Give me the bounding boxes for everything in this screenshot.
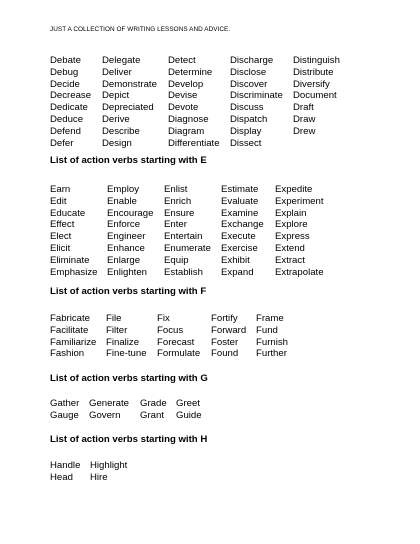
verb-item: Depict <box>102 90 130 102</box>
verb-item: Differentiate <box>168 137 220 149</box>
verb-item: Earn <box>50 184 71 195</box>
verb-item: Demonstrate <box>102 78 157 90</box>
verb-item: Develop <box>168 78 204 90</box>
verb-item: Explain <box>275 207 307 219</box>
verb-item: Design <box>102 137 132 149</box>
verb-item: Execute <box>221 231 256 243</box>
verb-item: Exercise <box>221 242 258 254</box>
verb-item: Discover <box>230 78 268 90</box>
verb-item: Distribute <box>293 66 334 78</box>
verb-item: Exchange <box>221 219 264 231</box>
verb-item: Draft <box>293 102 314 114</box>
verb-item: Display <box>230 125 262 137</box>
verb-item: Enlighten <box>107 266 148 278</box>
verb-item: Eliminate <box>50 254 90 266</box>
verb-item: Determine <box>168 66 213 78</box>
verb-column <box>50 460 80 484</box>
verb-item: Hire <box>90 471 108 483</box>
verb-item: Forward <box>211 324 247 336</box>
verb-item: Deduce <box>50 113 84 125</box>
verb-item: Explore <box>275 219 308 231</box>
verb-column <box>50 184 97 278</box>
verb-item: Discriminate <box>230 90 283 102</box>
verb-item: Expand <box>221 266 254 278</box>
verb-item: File <box>106 313 122 324</box>
verb-item: Enhance <box>107 242 145 254</box>
verb-item: Handle <box>50 460 81 471</box>
verb-item: Establish <box>164 266 203 278</box>
verb-item: Discuss <box>230 102 264 114</box>
verb-item: Head <box>50 471 73 483</box>
verb-item: Distinguish <box>293 55 340 66</box>
verb-item: Ensure <box>164 207 195 219</box>
verb-column <box>50 398 79 422</box>
verb-item: Enlist <box>164 184 188 195</box>
verb-item: Engineer <box>107 231 146 243</box>
page-header: JUST A COLLECTION OF WRITING LESSONS AND ADVICE. <box>50 26 231 33</box>
verb-item: Debate <box>50 55 81 66</box>
verb-item: Diversify <box>293 78 330 90</box>
verb-item: Grade <box>140 398 167 409</box>
verb-item: Diagnose <box>168 113 209 125</box>
verb-item: Devote <box>168 102 199 114</box>
verb-item: Generate <box>89 398 130 409</box>
verb-item: Gauge <box>50 409 79 421</box>
verb-item: Derive <box>102 113 130 125</box>
verb-item: Enter <box>164 219 187 231</box>
verb-item: Grant <box>140 409 164 421</box>
verb-item: Foster <box>211 336 239 348</box>
verb-item: Enlarge <box>107 254 141 266</box>
verb-column <box>89 398 129 422</box>
verb-item: Experiment <box>275 195 324 207</box>
verb-item: Defer <box>50 137 74 149</box>
section-heading-g: List of action verbs starting with G <box>50 373 208 384</box>
verb-item: Examine <box>221 207 259 219</box>
verb-column <box>140 398 167 422</box>
verb-item: Gather <box>50 398 80 409</box>
verb-item: Enforce <box>107 219 141 231</box>
verb-column <box>176 398 202 422</box>
verb-item: Enumerate <box>164 242 211 254</box>
verb-item: Fund <box>256 324 278 336</box>
verb-item: Furnish <box>256 336 288 348</box>
verb-item: Forecast <box>157 336 195 348</box>
verb-item: Estimate <box>221 184 259 195</box>
verb-column <box>230 55 283 149</box>
verb-item: Elect <box>50 231 72 243</box>
verb-item: Deliver <box>102 66 132 78</box>
verb-item: Devise <box>168 90 198 102</box>
verb-item: Fashion <box>50 348 85 360</box>
verb-item: Govern <box>89 409 121 421</box>
verb-item: Decide <box>50 78 80 90</box>
verb-item: Enrich <box>164 195 192 207</box>
verb-item: Discharge <box>230 55 274 66</box>
verb-item: Found <box>211 348 239 360</box>
verb-column <box>211 313 246 360</box>
verb-item: Exhibit <box>221 254 250 266</box>
verb-item: Highlight <box>90 460 128 471</box>
verb-item: Frame <box>256 313 284 324</box>
verb-item: Detect <box>168 55 196 66</box>
verb-item: Filter <box>106 324 128 336</box>
verb-column <box>293 55 340 138</box>
verb-item: Further <box>256 348 287 360</box>
verb-item: Extrapolate <box>275 266 324 278</box>
verb-item: Draw <box>293 113 316 125</box>
verb-item: Elicit <box>50 242 71 254</box>
verb-item: Disclose <box>230 66 267 78</box>
verb-item: Effect <box>50 219 75 231</box>
verb-item: Debug <box>50 66 79 78</box>
verb-item: Depreciated <box>102 102 154 114</box>
verb-item: Greet <box>176 398 200 409</box>
verb-item: Employ <box>107 184 139 195</box>
verb-item: Describe <box>102 125 140 137</box>
verb-item: Guide <box>176 409 202 421</box>
verb-item: Extend <box>275 242 305 254</box>
verb-item: Formulate <box>157 348 201 360</box>
verb-item: Express <box>275 231 310 243</box>
verb-item: Fabricate <box>50 313 90 324</box>
verb-column <box>168 55 220 149</box>
verb-item: Focus <box>157 324 184 336</box>
verb-item: Decrease <box>50 90 92 102</box>
verb-item: Dedicate <box>50 102 88 114</box>
verb-item: Finalize <box>106 336 140 348</box>
verb-column <box>157 313 200 360</box>
verb-item: Fine-tune <box>106 348 147 360</box>
verb-item: Delegate <box>102 55 141 66</box>
verb-item: Diagram <box>168 125 205 137</box>
verb-column <box>50 55 91 149</box>
verb-item: Emphasize <box>50 266 98 278</box>
verb-column <box>90 460 127 484</box>
verb-item: Document <box>293 90 337 102</box>
verb-item: Expedite <box>275 184 313 195</box>
section-heading-f: List of action verbs starting with F <box>50 286 207 297</box>
verb-item: Dispatch <box>230 113 268 125</box>
verb-column <box>275 184 324 278</box>
verb-item: Enable <box>107 195 137 207</box>
verb-column <box>221 184 264 278</box>
section-heading-h: List of action verbs starting with H <box>50 434 208 445</box>
verb-column <box>107 184 153 278</box>
verb-item: Fix <box>157 313 170 324</box>
verb-item: Facilitate <box>50 324 89 336</box>
verb-item: Entertain <box>164 231 203 243</box>
verb-column <box>50 313 96 360</box>
verb-item: Fortify <box>211 313 238 324</box>
verb-item: Encourage <box>107 207 154 219</box>
section-heading-e: List of action verbs starting with E <box>50 155 207 166</box>
verb-column <box>164 184 211 278</box>
verb-item: Educate <box>50 207 86 219</box>
verb-item: Drew <box>293 125 316 137</box>
verb-item: Familiarize <box>50 336 97 348</box>
verb-item: Edit <box>50 195 67 207</box>
verb-item: Evaluate <box>221 195 259 207</box>
verb-item: Defend <box>50 125 81 137</box>
verb-column <box>106 313 147 360</box>
verb-column <box>256 313 288 360</box>
verb-column <box>102 55 157 149</box>
verb-item: Extract <box>275 254 305 266</box>
verb-item: Dissect <box>230 137 262 149</box>
verb-item: Equip <box>164 254 189 266</box>
